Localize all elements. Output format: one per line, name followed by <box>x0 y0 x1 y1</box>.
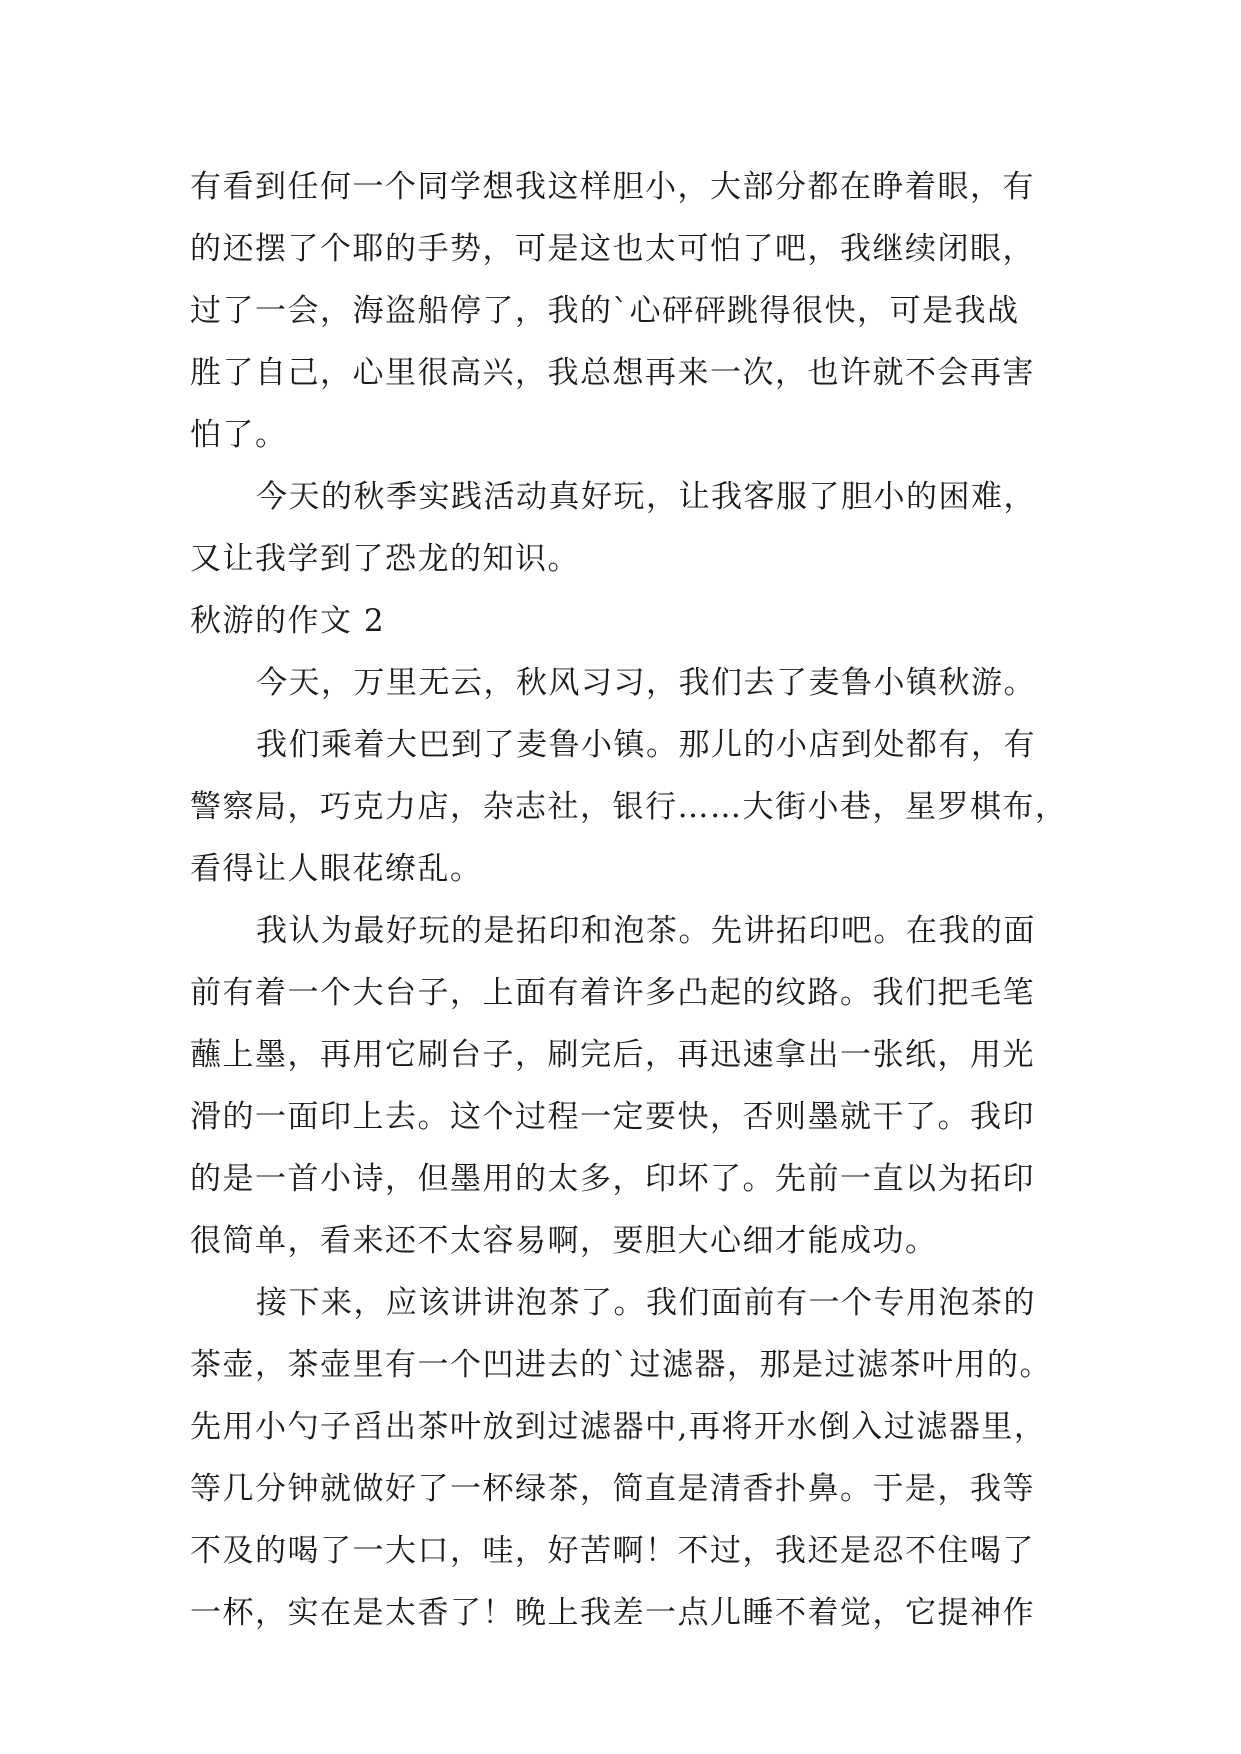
text-line: 不及的喝了一大口，哇，好苦啊！不过，我还是忍不住喝了 <box>190 1533 1035 1569</box>
text-line: 怕了。 <box>190 417 288 453</box>
text-line: 又让我学到了恐龙的知识。 <box>190 541 580 577</box>
paragraph-start-line: 今天，万里无云，秋风习习，我们去了麦鲁小镇秋游。 <box>256 665 1036 701</box>
text-line: 警察局，巧克力店，杂志社，银行……大街小巷，星罗棋布， <box>190 789 1068 825</box>
paragraph-start-line: 接下来，应该讲讲泡茶了。我们面前有一个专用泡茶的 <box>256 1285 1036 1321</box>
text-line: 前有着一个大台子，上面有着许多凸起的纹路。我们把毛笔 <box>190 975 1035 1011</box>
text-line: 蘸上墨，再用它刷台子，刷完后，再迅速拿出一张纸，用光 <box>190 1037 1035 1073</box>
text-line: 过了一会，海盗船停了，我的`心砰砰跳得很快，可是我战 <box>190 293 1020 329</box>
text-line: 滑的一面印上去。这个过程一定要快，否则墨就干了。我印 <box>190 1099 1035 1135</box>
text-line: 有看到任何一个同学想我这样胆小，大部分都在睁着眼，有 <box>190 169 1035 205</box>
text-line: 胜了自己，心里很高兴，我总想再来一次，也许就不会再害 <box>190 355 1035 391</box>
text-line: 一杯，实在是太香了！晚上我差一点儿睡不着觉，它提神作 <box>190 1595 1035 1631</box>
paragraph-start-line: 我认为最好玩的是拓印和泡茶。先讲拓印吧。在我的面 <box>256 913 1036 949</box>
text-line: 的还摆了个耶的手势，可是这也太可怕了吧，我继续闭眼， <box>190 231 1035 267</box>
paragraph-start-line: 今天的秋季实践活动真好玩，让我客服了胆小的困难， <box>256 479 1036 515</box>
text-line: 茶壶，茶壶里有一个凹进去的`过滤器，那是过滤茶叶用的。 <box>190 1347 1052 1383</box>
text-line: 很简单，看来还不太容易啊，要胆大心细才能成功。 <box>190 1223 938 1259</box>
text-line: 等几分钟就做好了一杯绿茶，简直是清香扑鼻。于是，我等 <box>190 1471 1035 1507</box>
section-heading: 秋游的作文 2 <box>190 603 386 639</box>
text-line: 的是一首小诗，但墨用的太多，印坏了。先前一直以为拓印 <box>190 1161 1035 1197</box>
paragraph-start-line: 我们乘着大巴到了麦鲁小镇。那儿的小店到处都有，有 <box>256 727 1036 763</box>
text-line: 先用小勺子舀出茶叶放到过滤器中,再将开水倒入过滤器里， <box>190 1409 1047 1445</box>
text-line: 看得让人眼花缭乱。 <box>190 851 483 887</box>
